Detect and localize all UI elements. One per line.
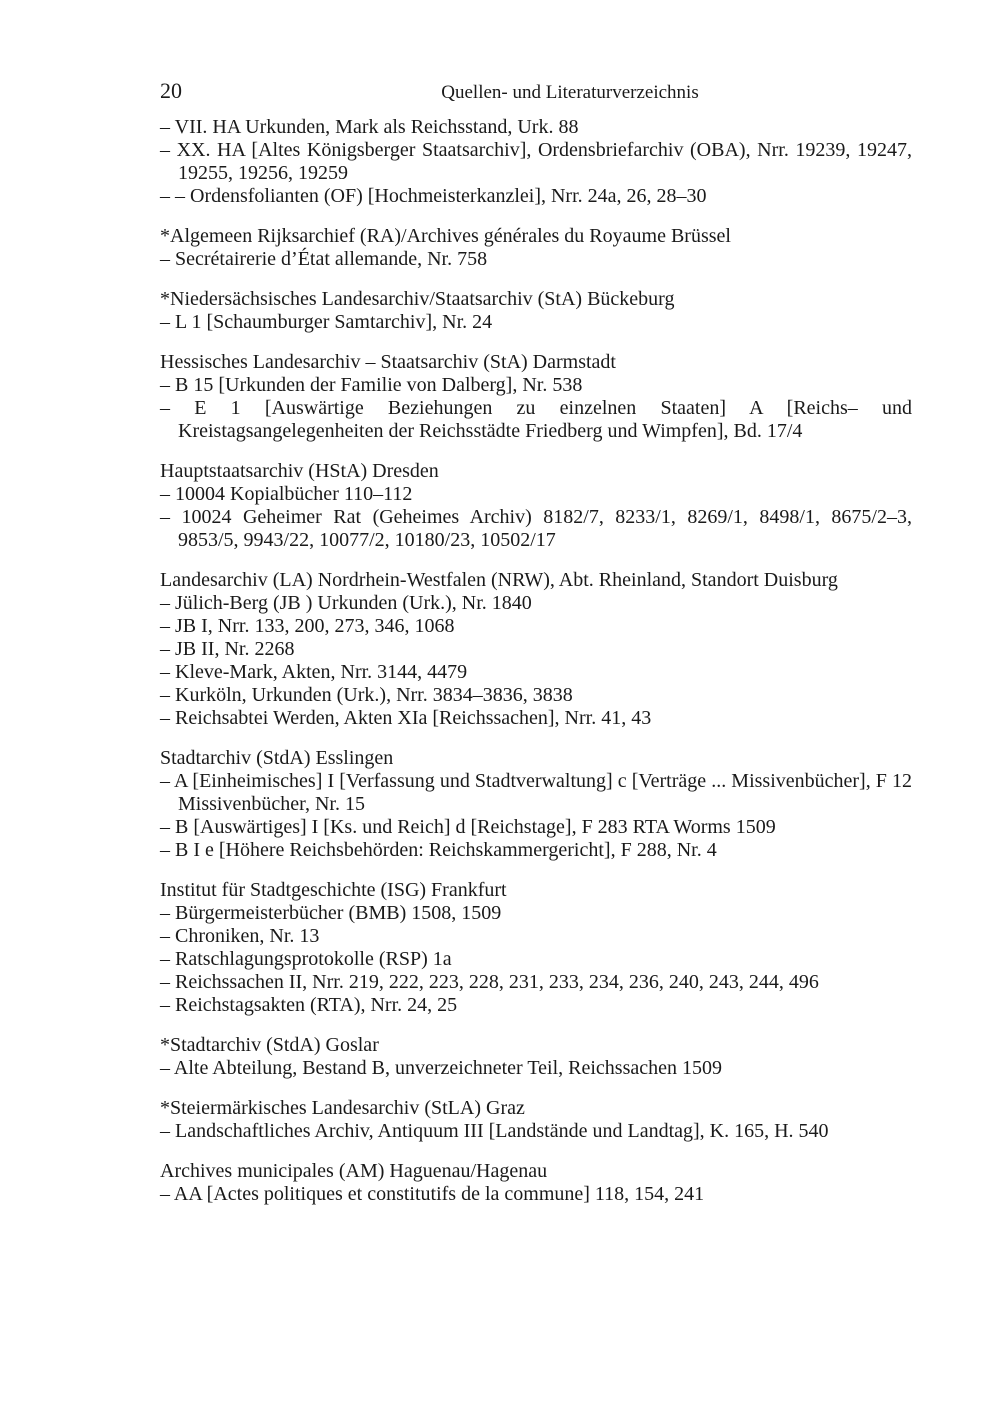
archive-group <box>160 116 912 208</box>
running-head-title: Quellen- und Literaturverzeichnis <box>441 82 699 103</box>
archive-entry: – Reichsabtei Werden, Akten XIa [Reichssachen], Nrr. 41, 43 <box>160 707 652 729</box>
archive-title: Landesarchiv (LA) Nordrhein-Westfalen (NRW), Abt. Rheinland, Standort Duisburg <box>160 569 838 591</box>
archive-entry: – B I e [Höhere Reichsbehörden: Reichskammergericht], F 288, Nr. 4 <box>160 839 717 861</box>
archive-group <box>160 288 912 334</box>
archive-group <box>160 569 912 730</box>
archive-entry: – Secrétairerie d’État allemande, Nr. 758 <box>160 248 488 270</box>
archive-entry: – XX. HA [Altes Königsberger Staatsarchiv], Ordensbriefarchiv (OBA), Nrr. 19239, 19247, 19255, 19256, 19259 <box>160 139 912 184</box>
archive-title: *Niedersächsisches Landesarchiv/Staatsarchiv (StA) Bückeburg <box>160 288 675 310</box>
archive-group <box>160 1097 912 1143</box>
archive-list <box>160 116 912 1206</box>
page-number: 20 <box>160 78 182 103</box>
archive-entry: – 10024 Geheimer Rat (Geheimes Archiv) 8182/7, 8233/1, 8269/1, 8498/1, 8675/2–3, 9853/5, 9943/22, 10077/2, 10180/23, 10502/17 <box>160 506 912 551</box>
archive-group <box>160 1160 912 1206</box>
archive-entry: – E 1 [Auswärtige Beziehungen zu einzelnen Staaten] A [Reichs– und Kreistagsangelegenheiten der Reichsstädte Friedberg und Wimpfen], Bd. 17/4 <box>160 397 912 442</box>
archive-title: *Steiermärkisches Landesarchiv (StLA) Graz <box>160 1097 525 1119</box>
archive-entry: – – Ordensfolianten (OF) [Hochmeisterkanzlei], Nrr. 24a, 26, 28–30 <box>160 185 707 207</box>
archive-entry: – L 1 [Schaumburger Samtarchiv], Nr. 24 <box>160 311 493 333</box>
archive-entry: – Bürgermeisterbücher (BMB) 1508, 1509 <box>160 902 502 924</box>
archive-entry: – Landschaftliches Archiv, Antiquum III [Landstände und Landtag], K. 165, H. 540 <box>160 1120 829 1142</box>
archive-entry: – Ratschlagungsprotokolle (RSP) 1a <box>160 948 452 970</box>
archive-entry: – VII. HA Urkunden, Mark als Reichsstand, Urk. 88 <box>160 116 579 138</box>
archive-title: *Algemeen Rijksarchief (RA)/Archives générales du Royaume Brüssel <box>160 225 731 247</box>
archive-entry: – 10004 Kopialbücher 110–112 <box>160 483 413 505</box>
archive-title: Stadtarchiv (StdA) Esslingen <box>160 747 394 769</box>
archive-group <box>160 225 912 271</box>
archive-entry: – B [Auswärtiges] I [Ks. und Reich] d [Reichstage], F 283 RTA Worms 1509 <box>160 816 776 838</box>
archive-title: Archives municipales (AM) Haguenau/Hagenau <box>160 1160 548 1182</box>
archive-group <box>160 879 912 1017</box>
archive-entry: – Reichssachen II, Nrr. 219, 222, 223, 228, 231, 233, 234, 236, 240, 243, 244, 496 <box>160 971 819 993</box>
document-page <box>160 78 912 1223</box>
archive-entry: – JB II, Nr. 2268 <box>160 638 295 660</box>
archive-entry: – Chroniken, Nr. 13 <box>160 925 320 947</box>
archive-group <box>160 460 912 552</box>
archive-entry: – Kleve-Mark, Akten, Nrr. 3144, 4479 <box>160 661 468 683</box>
archive-title: Hauptstaatsarchiv (HStA) Dresden <box>160 460 439 482</box>
archive-title: *Stadtarchiv (StdA) Goslar <box>160 1034 379 1056</box>
archive-group <box>160 747 912 862</box>
archive-entry: – JB I, Nrr. 133, 200, 273, 346, 1068 <box>160 615 455 637</box>
archive-entry: – A [Einheimisches] I [Verfassung und Stadtverwaltung] c [Verträge ... Missivenbücher], F 12 Missivenbücher, Nr. 15 <box>160 770 912 815</box>
running-head <box>160 78 912 108</box>
archive-entry: – Kurköln, Urkunden (Urk.), Nrr. 3834–3836, 3838 <box>160 684 573 706</box>
archive-entry: – Alte Abteilung, Bestand B, unverzeichneter Teil, Reichssachen 1509 <box>160 1057 722 1079</box>
archive-group <box>160 1034 912 1080</box>
archive-title: Institut für Stadtgeschichte (ISG) Frankfurt <box>160 879 507 901</box>
archive-entry: – B 15 [Urkunden der Familie von Dalberg], Nr. 538 <box>160 374 583 396</box>
archive-entry: – Reichstagsakten (RTA), Nrr. 24, 25 <box>160 994 458 1016</box>
archive-group <box>160 351 912 443</box>
archive-entry: – AA [Actes politiques et constitutifs de la commune] 118, 154, 241 <box>160 1183 705 1205</box>
archive-title: Hessisches Landesarchiv – Staatsarchiv (StA) Darmstadt <box>160 351 616 373</box>
archive-entry: – Jülich-Berg (JB ) Urkunden (Urk.), Nr. 1840 <box>160 592 532 614</box>
